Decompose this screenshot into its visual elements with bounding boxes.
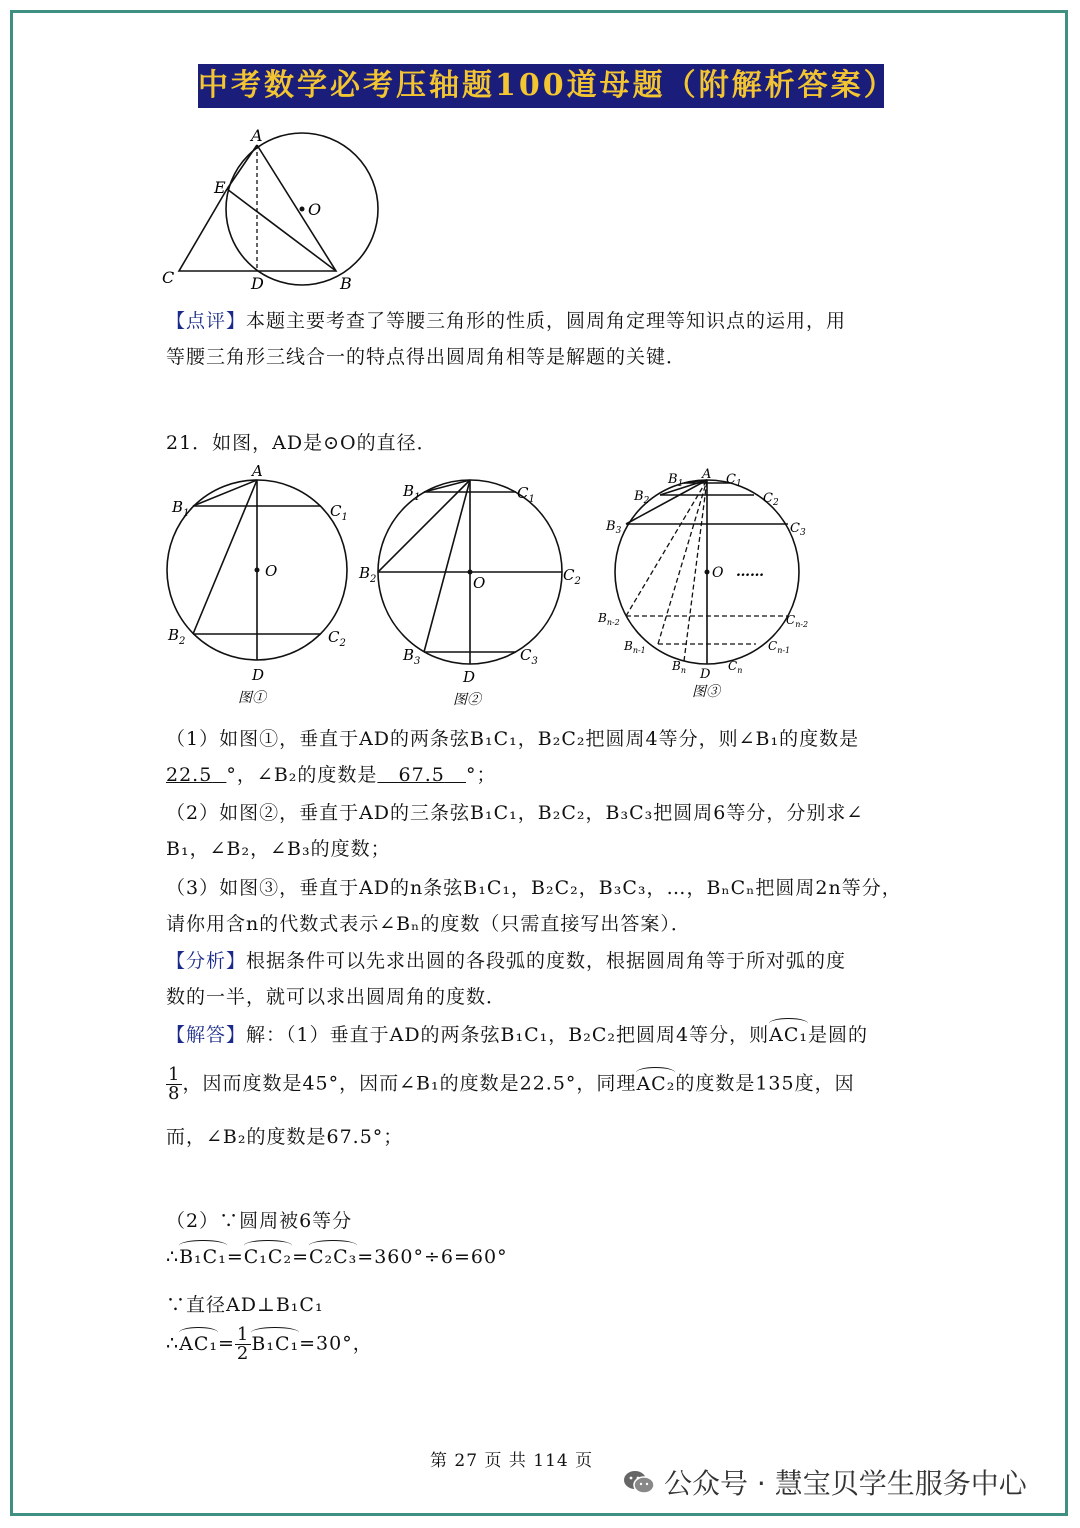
solution-line-1: 【解答】解：（1）垂直于AD的两条弦B₁C₁，B₂C₂把圆周4等分，则AC₁是圆的: [166, 1018, 868, 1047]
svg-text:B2: $B_2$: [359, 564, 377, 585]
label-E: E: [214, 178, 226, 197]
svg-text:Cn: $C_n$: [728, 659, 743, 675]
solution-line-2: $\frac{1}{8}$ ，因而度数是45°，因而∠B₁的度数是22.5°，同理AC₂的度数是135度，因: [168, 1064, 855, 1104]
label-C: C: [162, 268, 175, 287]
svg-text:C3: $C_3$: [790, 521, 806, 538]
arc-ac1: AC₁: [769, 1018, 808, 1046]
svg-text:C1: $C_1$: [330, 502, 348, 523]
svg-text:D: D: [700, 667, 711, 682]
svg-text:B1: $B_1$: [668, 472, 684, 489]
answer-b1: 22.5: [166, 764, 213, 786]
svg-text:B1: $B_1$: [172, 498, 190, 519]
comment-line-2: 等腰三角形三线合一的特点得出圆周角相等是解题的关键．: [166, 346, 687, 368]
arc-b1c1-2: B₁C₁: [251, 1327, 299, 1355]
part1-line-2: 22.5 °，∠B₂的度数是 67.5 °；: [166, 764, 497, 786]
page-title: 中考数学必考压轴题100道母题（附解析答案）: [198, 64, 884, 108]
part2-line-2: B₁，∠B₂，∠B₃的度数；: [166, 838, 391, 860]
answer-b2: 67.5: [398, 764, 445, 786]
arc-ac1-2: AC₁: [179, 1327, 218, 1355]
svg-text:C2: $C_2$: [763, 491, 779, 508]
solution-line-3: 而，∠B₂的度数是67.5°；: [166, 1126, 404, 1148]
page-number: 第 27 页 共 114 页: [430, 1451, 594, 1471]
label-A: A: [251, 126, 263, 145]
comment-tag: 【点评】: [166, 310, 247, 332]
analysis-tag: 【分析】: [166, 950, 247, 972]
fig-caption-2: 图②: [453, 692, 481, 708]
half-arc-line: ∴AC₁= $\frac{1}{2}$ B₁C₁=30°，: [166, 1324, 373, 1364]
svg-text:Cn-2: $C_{n-2}$: [786, 613, 809, 629]
svg-text:Bn-2: $B_{n-2}$: [598, 611, 620, 627]
fig-caption-3: 图③: [692, 684, 720, 700]
figure-1: [160, 462, 360, 712]
svg-text:C2: $C_2$: [328, 628, 346, 649]
part3-line-2: 请你用含n的代数式表示∠Bₙ的度数（只需直接写出答案）．: [166, 913, 691, 935]
svg-text:D: D: [252, 666, 265, 684]
svg-text:B3: $B_3$: [606, 519, 622, 536]
svg-text:Bn-1: $B_{n-1}$: [624, 639, 646, 655]
top-geometry-figure: [150, 125, 400, 300]
wechat-icon: [622, 1468, 656, 1496]
watermark: [622, 1462, 1027, 1502]
svg-text:C2: $C_2$: [563, 566, 581, 587]
figure-2: [355, 462, 585, 712]
part1-line-1: （1）如图①，垂直于AD的两条弦B₁C₁，B₂C₂把圆周4等分，则∠B₁的度数是: [166, 728, 860, 750]
fig-caption-1: 图①: [238, 690, 266, 706]
fraction-one-eighth: $\frac{1}{8}$: [168, 1064, 181, 1104]
svg-text:O: O: [265, 562, 278, 580]
arc-equality-line: ∴B₁C₁=C₁C₂=C₂C₃=360°÷6=60°: [166, 1240, 508, 1268]
arc-c2c3: C₂C₃: [309, 1240, 357, 1268]
label-O: O: [308, 200, 322, 219]
ellipsis-dots: ……: [736, 564, 764, 580]
diameter-perpendicular-line: ∵直径AD⊥B₁C₁: [166, 1294, 324, 1316]
svg-text:O: O: [473, 574, 486, 592]
analysis-line-1: 【分析】根据条件可以先求出圆的各段弧的度数，根据圆周角等于所对弧的度: [166, 950, 847, 972]
comment-line-1: 【点评】本题主要考查了等腰三角形的性质，圆周角定理等知识点的运用，用: [166, 310, 847, 332]
svg-text:Cn-1: $C_{n-1}$: [768, 639, 791, 655]
part3-line-1: （3）如图③，垂直于AD的n条弦B₁C₁，B₂C₂，B₃C₃，…，BₙCₙ把圆周2n等分，: [166, 877, 902, 899]
part2-line-1: （2）如图②，垂直于AD的三条弦B₁C₁，B₂C₂，B₃C₃把圆周6等分，分别求∠: [166, 802, 864, 824]
arc-ac2: AC₂: [636, 1067, 675, 1095]
svg-text:B2: $B_2$: [168, 626, 186, 647]
watermark-text: 公众号 · 慧宝贝学生服务中心: [664, 1467, 1027, 1500]
svg-text:B1: $B_1$: [403, 482, 421, 503]
figure-3: [596, 462, 831, 712]
svg-text:C1: $C_1$: [517, 484, 535, 505]
svg-text:C3: $C_3$: [520, 646, 538, 667]
arc-c1c2: C₁C₂: [244, 1240, 292, 1268]
svg-text:D: D: [463, 668, 476, 686]
arc-b1c1: B₁C₁: [179, 1240, 227, 1268]
solution-tag: 【解答】: [166, 1024, 247, 1046]
question-21-stem: 21．如图，AD是⊙O的直径．: [166, 432, 437, 454]
svg-text:A: A: [702, 467, 712, 482]
svg-text:O: O: [712, 565, 724, 581]
svg-text:A: A: [252, 462, 263, 480]
analysis-line-2: 数的一半，就可以求出圆周角的度数．: [166, 986, 507, 1008]
label-D: D: [251, 274, 264, 293]
solution-part2-head: （2）∵圆周被6等分: [166, 1210, 353, 1232]
svg-text:B2: $B_2$: [634, 489, 650, 506]
fraction-one-half: $\frac{1}{2}$: [236, 1324, 250, 1364]
svg-text:Bn: $B_n$: [672, 659, 686, 675]
svg-text:B3: $B_3$: [403, 646, 421, 667]
label-B: B: [340, 274, 352, 293]
svg-text:C1: $C_1$: [726, 472, 742, 489]
